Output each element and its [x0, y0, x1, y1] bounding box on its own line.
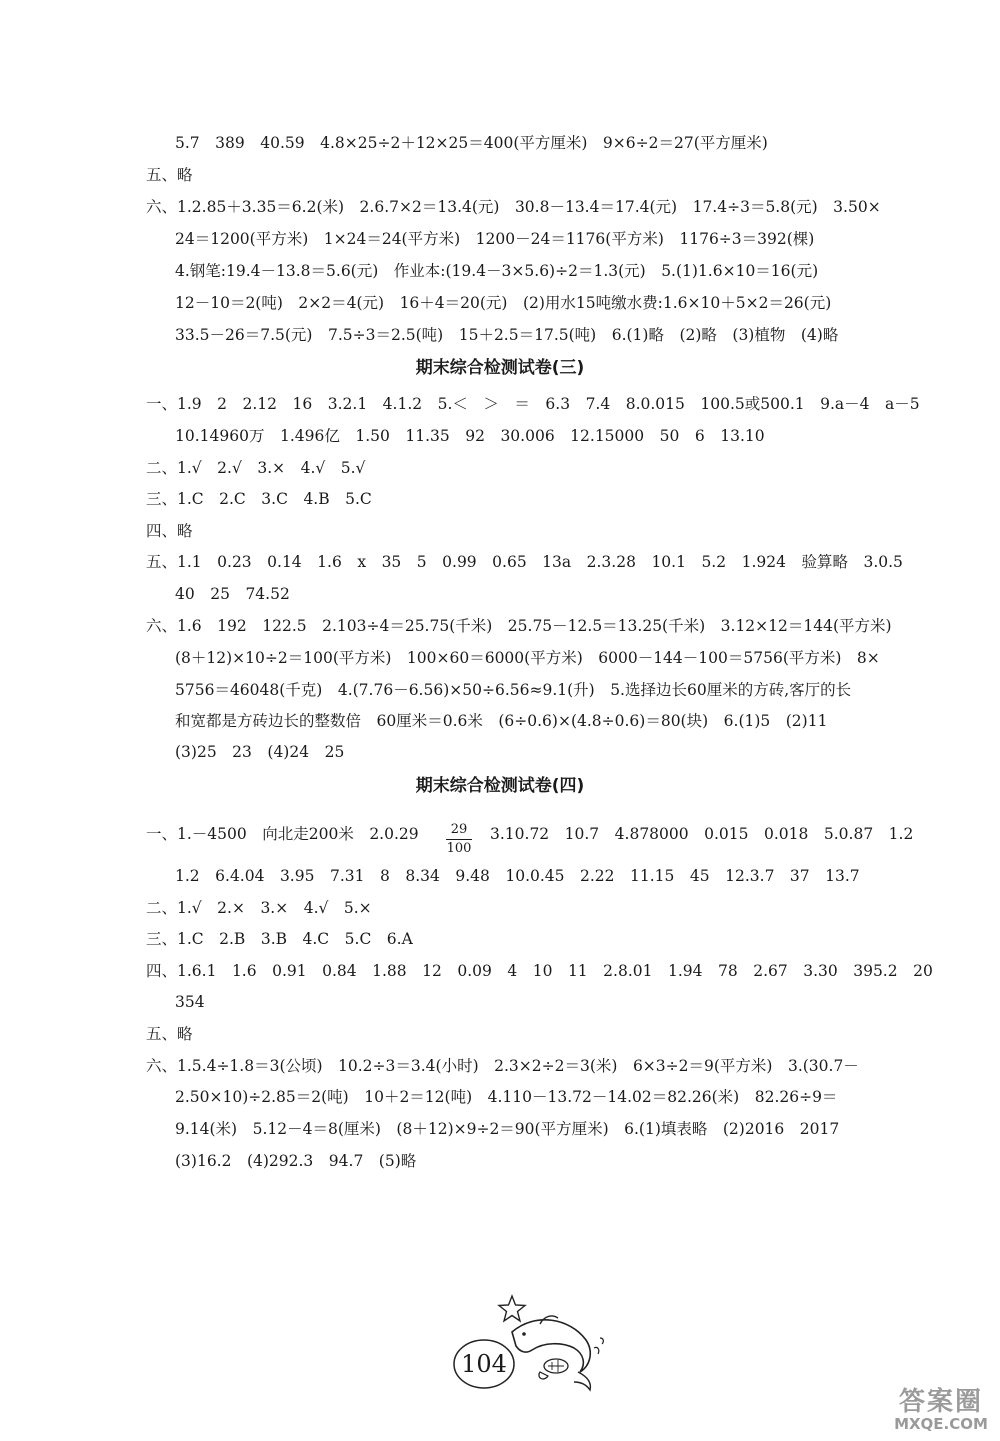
section-title: 期末综合检测试卷(四): [415, 776, 585, 796]
star-icon: [499, 1296, 525, 1321]
fraction-bar: [446, 839, 472, 840]
section-title: 期末综合检测试卷(三): [415, 358, 585, 378]
fraction: 29 100: [446, 822, 472, 856]
page-footer: [440, 1290, 620, 1400]
dolphin-icon: [440, 1290, 620, 1400]
page-number: 104: [461, 1350, 507, 1378]
watermark: 答案圈 MXQE.COM: [894, 1387, 988, 1433]
